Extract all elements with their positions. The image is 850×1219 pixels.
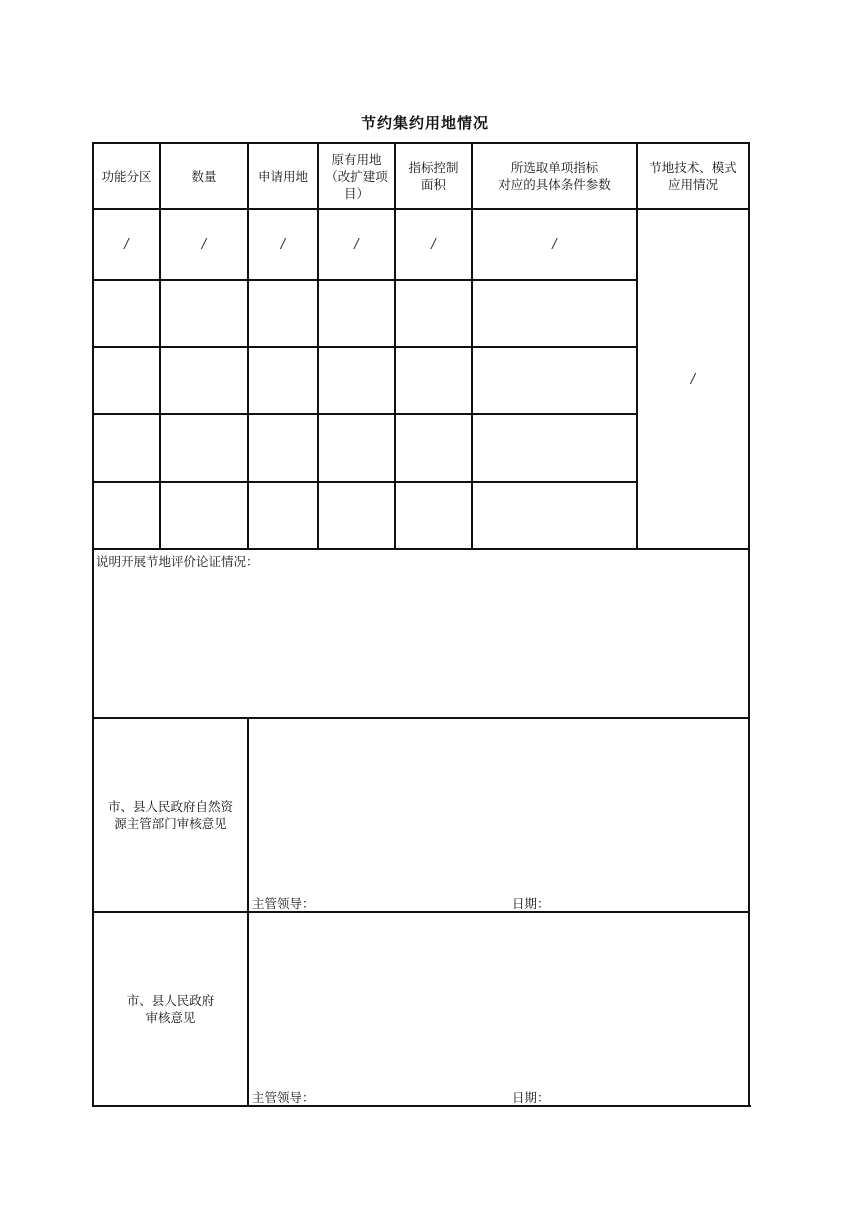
table-cell[interactable]: / — [552, 237, 557, 252]
table-cell[interactable]: / — [124, 237, 129, 252]
evaluation-area[interactable] — [94, 570, 748, 717]
table-border-right — [748, 142, 750, 1106]
header-quantity: 数量 — [191, 168, 217, 184]
table-cell[interactable]: / — [280, 237, 286, 252]
header-control-area: 指标控制 面积 — [408, 160, 459, 192]
leader-label: 主管领导： — [252, 1090, 315, 1105]
header-original-land: 原有用地 （改扩建项 目） — [325, 151, 388, 201]
row-divider — [92, 481, 637, 483]
date-label: 日期： — [512, 1090, 550, 1105]
header-condition-params: 所选取单项指标 对应的具体条件参数 — [498, 160, 611, 192]
row-divider — [92, 413, 637, 415]
page-title: 节约集约用地情况 — [360, 114, 489, 132]
table-cell[interactable]: / — [201, 237, 207, 252]
table-border-bottom — [92, 1105, 751, 1107]
header-applied-land: 申请用地 — [257, 168, 308, 184]
review-opinion-area[interactable] — [249, 913, 748, 1083]
row-divider — [92, 279, 637, 281]
date-label: 日期： — [512, 896, 550, 911]
leader-label: 主管领导： — [252, 896, 315, 911]
review-label-natural-resources: 市、县人民政府自然资 源主管部门审核意见 — [107, 799, 233, 831]
table-cell[interactable]: / — [354, 237, 359, 252]
row-divider — [92, 346, 637, 348]
evaluation-label: 说明开展节地评价论证情况： — [96, 554, 259, 569]
land-saving-tech-cell[interactable]: / — [690, 371, 696, 387]
review-label-government: 市、县人民政府 审核意见 — [126, 993, 215, 1025]
land-use-table — [92, 142, 749, 1106]
row-divider — [92, 548, 749, 550]
header-land-saving-tech: 节地技术、模式 应用情况 — [649, 160, 737, 192]
header-function-zone: 功能分区 — [101, 168, 152, 184]
table-cell[interactable]: / — [431, 237, 436, 252]
review-opinion-area[interactable] — [249, 719, 748, 889]
